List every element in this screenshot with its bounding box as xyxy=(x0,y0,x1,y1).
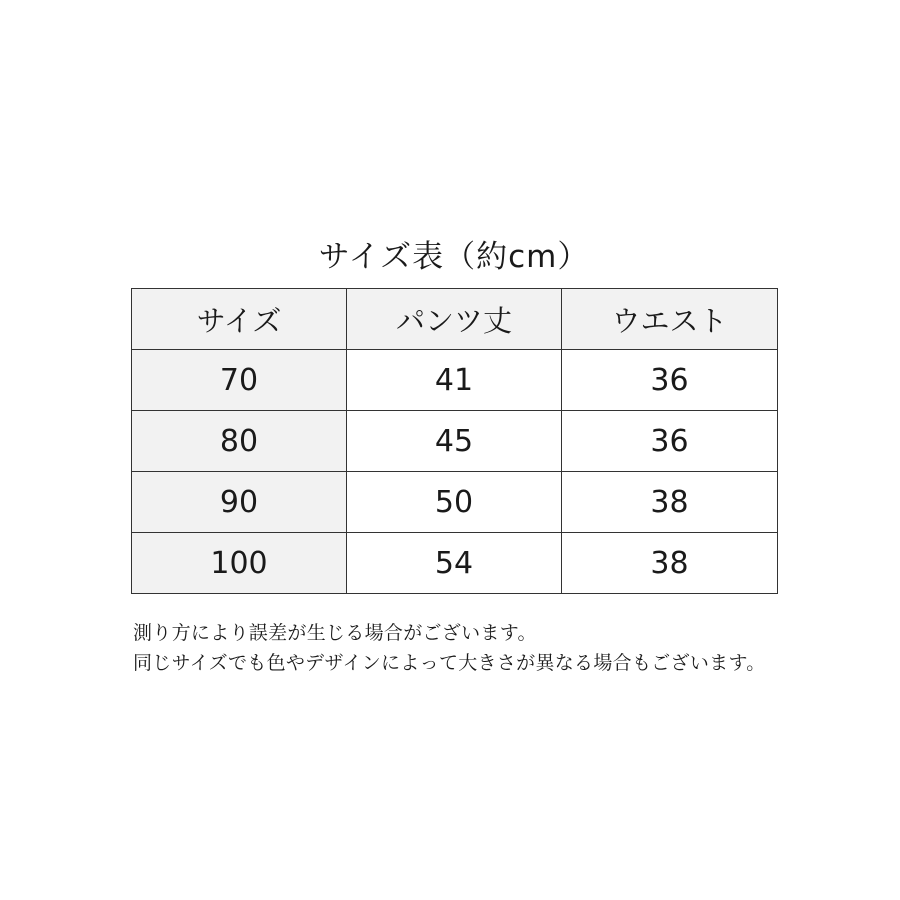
note-measurement-error: 測り方により誤差が生じる場合がございます。 xyxy=(133,622,537,644)
table-header-row xyxy=(132,289,778,350)
cell-waist: 38 xyxy=(562,533,778,594)
header-pants-length: パンツ丈 xyxy=(347,289,562,350)
table-row xyxy=(132,533,778,594)
cell-size: 80 xyxy=(132,411,347,472)
table-row xyxy=(132,350,778,411)
size-chart-title: サイズ表（約cm） xyxy=(318,239,590,275)
note-size-variation: 同じサイズでも色やデザインによって大きさが異なる場合もございます。 xyxy=(133,652,766,674)
notes xyxy=(133,618,773,678)
cell-pants-length: 41 xyxy=(347,350,562,411)
cell-waist: 38 xyxy=(562,472,778,533)
cell-size: 70 xyxy=(132,350,347,411)
header-waist: ウエスト xyxy=(562,289,778,350)
cell-pants-length: 50 xyxy=(347,472,562,533)
cell-size: 90 xyxy=(132,472,347,533)
cell-pants-length: 54 xyxy=(347,533,562,594)
size-table xyxy=(131,288,778,594)
cell-waist: 36 xyxy=(562,350,778,411)
header-size: サイズ xyxy=(132,289,347,350)
table-row xyxy=(132,411,778,472)
cell-size: 100 xyxy=(132,533,347,594)
table-row xyxy=(132,472,778,533)
cell-pants-length: 45 xyxy=(347,411,562,472)
cell-waist: 36 xyxy=(562,411,778,472)
